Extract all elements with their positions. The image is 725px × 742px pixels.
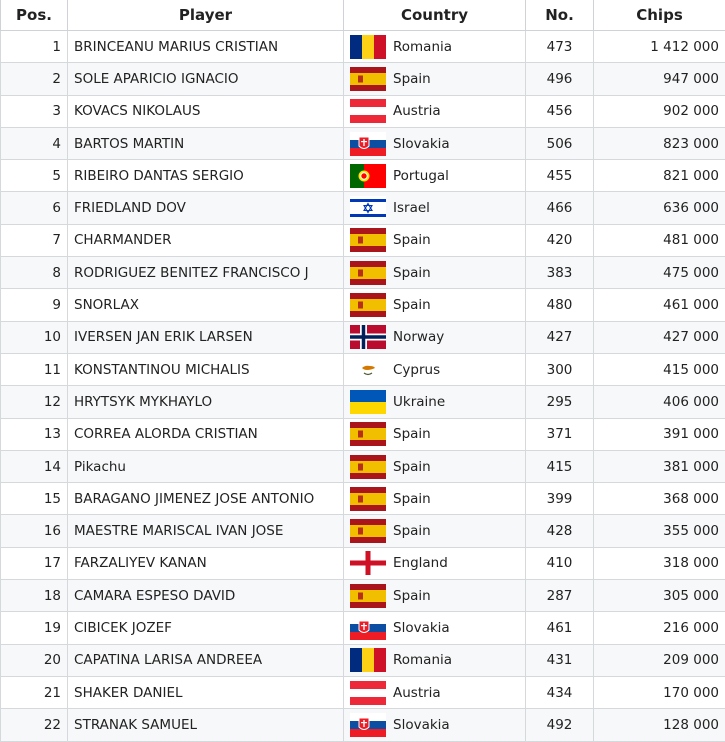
row-chips: 318 000 <box>594 547 725 579</box>
row-position: 1 <box>1 31 68 63</box>
romania-flag-icon <box>350 35 386 59</box>
row-country-cell <box>344 353 526 385</box>
table-row <box>1 289 725 321</box>
row-position: 3 <box>1 95 68 127</box>
row-position: 17 <box>1 547 68 579</box>
row-chips: 391 000 <box>594 418 725 450</box>
row-number: 480 <box>526 289 594 321</box>
row-country-name: Norway <box>393 329 444 345</box>
row-country-name: England <box>393 555 448 571</box>
ukraine-flag-icon <box>350 390 386 414</box>
row-player: MAESTRE MARISCAL IVAN JOSE <box>68 515 344 547</box>
row-number: 371 <box>526 418 594 450</box>
table-row <box>1 63 725 95</box>
spain-flag-icon <box>350 228 386 252</box>
row-player: KONSTANTINOU MICHALIS <box>68 353 344 385</box>
slovakia-flag-icon <box>350 132 386 156</box>
slovakia-flag-icon <box>350 713 386 737</box>
row-country-cell <box>344 547 526 579</box>
row-position: 16 <box>1 515 68 547</box>
row-number: 506 <box>526 127 594 159</box>
row-player: BARTOS MARTIN <box>68 127 344 159</box>
row-country-cell <box>344 386 526 418</box>
row-position: 18 <box>1 580 68 612</box>
row-position: 13 <box>1 418 68 450</box>
row-country-cell <box>344 160 526 192</box>
row-country-cell <box>344 644 526 676</box>
table-row <box>1 386 725 418</box>
row-player: SHAKER DANIEL <box>68 676 344 708</box>
table-row <box>1 709 725 741</box>
row-chips: 902 000 <box>594 95 725 127</box>
row-position: 19 <box>1 612 68 644</box>
row-chips: 406 000 <box>594 386 725 418</box>
row-country-name: Cyprus <box>393 362 440 378</box>
spain-flag-icon <box>350 584 386 608</box>
table-row <box>1 418 725 450</box>
england-flag-icon <box>350 551 386 575</box>
spain-flag-icon <box>350 293 386 317</box>
row-player: CAMARA ESPESO DAVID <box>68 580 344 612</box>
row-number: 295 <box>526 386 594 418</box>
austria-flag-icon <box>350 99 386 123</box>
row-number: 466 <box>526 192 594 224</box>
row-country-cell <box>344 580 526 612</box>
row-player: Pikachu <box>68 450 344 482</box>
row-player: CIBICEK JOZEF <box>68 612 344 644</box>
table-row <box>1 580 725 612</box>
spain-flag-icon <box>350 422 386 446</box>
row-position: 12 <box>1 386 68 418</box>
row-position: 15 <box>1 483 68 515</box>
row-number: 431 <box>526 644 594 676</box>
spain-flag-icon <box>350 455 386 479</box>
row-position: 4 <box>1 127 68 159</box>
row-country-name: Spain <box>393 459 431 475</box>
row-number: 492 <box>526 709 594 741</box>
row-number: 415 <box>526 450 594 482</box>
table-row <box>1 160 725 192</box>
row-country-name: Romania <box>393 652 452 668</box>
row-player: FARZALIYEV KANAN <box>68 547 344 579</box>
row-chips: 947 000 <box>594 63 725 95</box>
row-country-name: Spain <box>393 491 431 507</box>
table-row <box>1 257 725 289</box>
row-country-name: Austria <box>393 103 441 119</box>
row-number: 434 <box>526 676 594 708</box>
row-number: 496 <box>526 63 594 95</box>
row-player: RIBEIRO DANTAS SERGIO <box>68 160 344 192</box>
row-chips: 427 000 <box>594 321 725 353</box>
spain-flag-icon <box>350 487 386 511</box>
romania-flag-icon <box>350 648 386 672</box>
row-player: SOLE APARICIO IGNACIO <box>68 63 344 95</box>
row-country-name: Spain <box>393 523 431 539</box>
row-number: 399 <box>526 483 594 515</box>
row-position: 10 <box>1 321 68 353</box>
cyprus-flag-icon <box>350 358 386 382</box>
row-chips: 415 000 <box>594 353 725 385</box>
row-number: 300 <box>526 353 594 385</box>
row-position: 21 <box>1 676 68 708</box>
header-chips[interactable]: Chips <box>594 0 725 31</box>
row-number: 383 <box>526 257 594 289</box>
row-country-name: Austria <box>393 685 441 701</box>
table-row <box>1 353 725 385</box>
row-chips: 128 000 <box>594 709 725 741</box>
row-country-name: Romania <box>393 39 452 55</box>
row-player: IVERSEN JAN ERIK LARSEN <box>68 321 344 353</box>
row-number: 410 <box>526 547 594 579</box>
spain-flag-icon <box>350 67 386 91</box>
row-country-cell <box>344 321 526 353</box>
row-country-name: Spain <box>393 265 431 281</box>
row-number: 428 <box>526 515 594 547</box>
row-country-cell <box>344 450 526 482</box>
row-chips: 823 000 <box>594 127 725 159</box>
row-number: 456 <box>526 95 594 127</box>
row-position: 11 <box>1 353 68 385</box>
row-country-cell <box>344 257 526 289</box>
row-country-cell <box>344 483 526 515</box>
portugal-flag-icon <box>350 164 386 188</box>
row-position: 7 <box>1 224 68 256</box>
row-country-name: Slovakia <box>393 136 450 152</box>
row-country-cell <box>344 418 526 450</box>
row-number: 427 <box>526 321 594 353</box>
row-player: CHARMANDER <box>68 224 344 256</box>
row-player: BARAGANO JIMENEZ JOSE ANTONIO <box>68 483 344 515</box>
row-country-cell <box>344 515 526 547</box>
row-position: 9 <box>1 289 68 321</box>
row-player: RODRIGUEZ BENITEZ FRANCISCO J <box>68 257 344 289</box>
row-position: 22 <box>1 709 68 741</box>
slovakia-flag-icon <box>350 616 386 640</box>
row-chips: 209 000 <box>594 644 725 676</box>
row-chips: 381 000 <box>594 450 725 482</box>
header-pos[interactable]: Pos. <box>1 0 68 31</box>
row-position: 2 <box>1 63 68 95</box>
row-position: 14 <box>1 450 68 482</box>
row-country-cell <box>344 127 526 159</box>
row-country-cell <box>344 612 526 644</box>
row-number: 473 <box>526 31 594 63</box>
table-row <box>1 547 725 579</box>
row-country-name: Spain <box>393 71 431 87</box>
table-row <box>1 127 725 159</box>
row-chips: 355 000 <box>594 515 725 547</box>
header-row <box>1 0 725 31</box>
row-chips: 636 000 <box>594 192 725 224</box>
header-country[interactable]: Country <box>344 0 526 31</box>
row-country-name: Israel <box>393 200 430 216</box>
row-country-cell <box>344 676 526 708</box>
row-country-cell <box>344 289 526 321</box>
row-chips: 481 000 <box>594 224 725 256</box>
israel-flag-icon <box>350 196 386 220</box>
row-player: BRINCEANU MARIUS CRISTIAN <box>68 31 344 63</box>
norway-flag-icon <box>350 325 386 349</box>
table-row <box>1 224 725 256</box>
austria-flag-icon <box>350 681 386 705</box>
row-chips: 216 000 <box>594 612 725 644</box>
row-country-name: Portugal <box>393 168 449 184</box>
row-country-cell <box>344 224 526 256</box>
row-player: CAPATINA LARISA ANDREEA <box>68 644 344 676</box>
table-row <box>1 321 725 353</box>
table-row <box>1 515 725 547</box>
spain-flag-icon <box>350 519 386 543</box>
table-row <box>1 644 725 676</box>
table-row <box>1 95 725 127</box>
row-chips: 461 000 <box>594 289 725 321</box>
row-country-cell <box>344 63 526 95</box>
row-chips: 1 412 000 <box>594 31 725 63</box>
row-player: HRYTSYK MYKHAYLO <box>68 386 344 418</box>
row-number: 455 <box>526 160 594 192</box>
row-country-cell <box>344 31 526 63</box>
row-position: 8 <box>1 257 68 289</box>
row-number: 287 <box>526 580 594 612</box>
row-chips: 305 000 <box>594 580 725 612</box>
row-position: 5 <box>1 160 68 192</box>
row-country-cell <box>344 709 526 741</box>
table-row <box>1 192 725 224</box>
row-player: CORREA ALORDA CRISTIAN <box>68 418 344 450</box>
row-player: FRIEDLAND DOV <box>68 192 344 224</box>
table-row <box>1 676 725 708</box>
table-row <box>1 483 725 515</box>
row-country-name: Spain <box>393 297 431 313</box>
row-chips: 368 000 <box>594 483 725 515</box>
row-number: 420 <box>526 224 594 256</box>
row-country-name: Ukraine <box>393 394 445 410</box>
header-player[interactable]: Player <box>68 0 344 31</box>
row-chips: 821 000 <box>594 160 725 192</box>
row-country-name: Spain <box>393 426 431 442</box>
row-country-name: Slovakia <box>393 620 450 636</box>
row-number: 461 <box>526 612 594 644</box>
row-country-cell <box>344 192 526 224</box>
table-row <box>1 31 725 63</box>
row-player: KOVACS NIKOLAUS <box>68 95 344 127</box>
row-country-name: Spain <box>393 232 431 248</box>
table-row <box>1 450 725 482</box>
spain-flag-icon <box>350 261 386 285</box>
header-no[interactable]: No. <box>526 0 594 31</box>
row-country-name: Spain <box>393 588 431 604</box>
row-position: 6 <box>1 192 68 224</box>
row-country-name: Slovakia <box>393 717 450 733</box>
row-chips: 170 000 <box>594 676 725 708</box>
table-row <box>1 612 725 644</box>
row-position: 20 <box>1 644 68 676</box>
row-player: SNORLAX <box>68 289 344 321</box>
row-player: STRANAK SAMUEL <box>68 709 344 741</box>
row-chips: 475 000 <box>594 257 725 289</box>
row-country-cell <box>344 95 526 127</box>
